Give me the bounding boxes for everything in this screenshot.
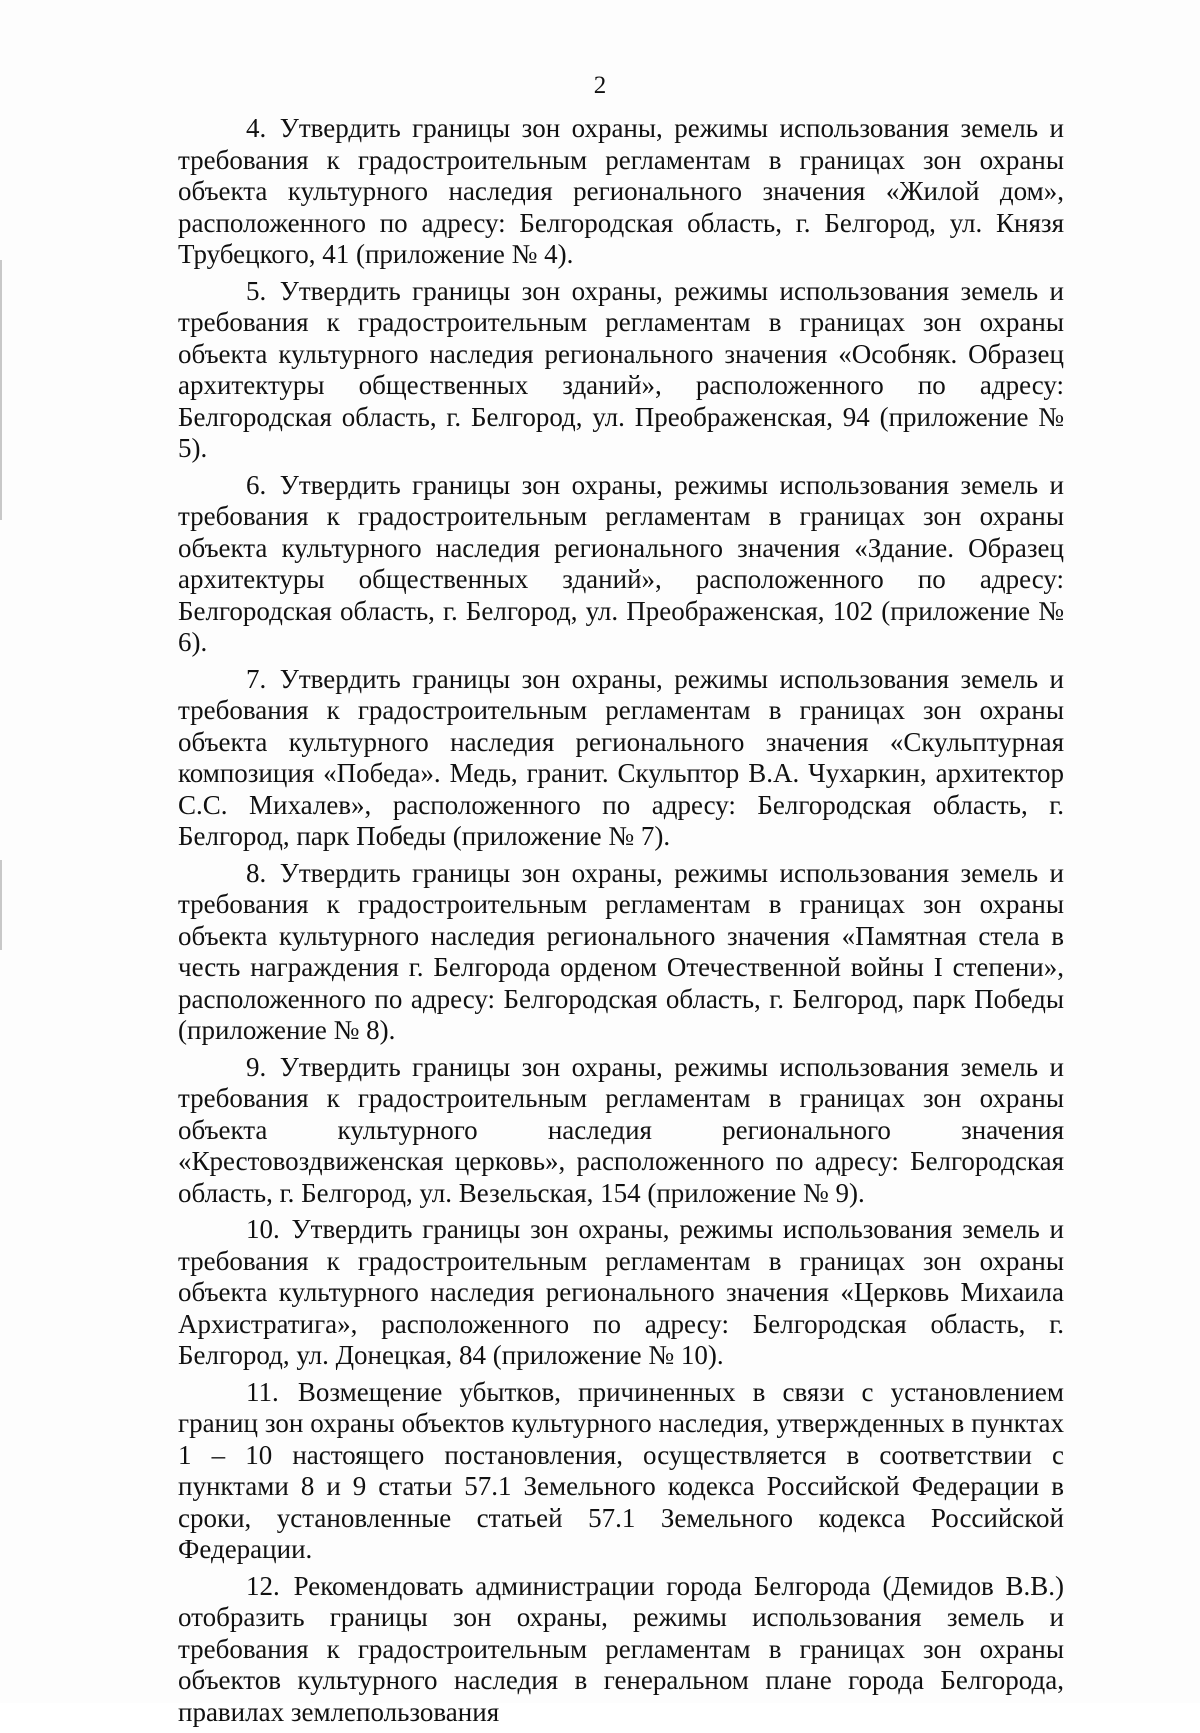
- paragraph-item-12: [178, 1571, 1064, 1729]
- paragraph-number: 7.: [246, 663, 267, 694]
- paragraph-number: 6.: [246, 469, 267, 500]
- paragraph-number: 5.: [246, 275, 267, 306]
- page-number: 2: [593, 72, 607, 99]
- document-body: [178, 113, 1064, 1733]
- paragraph-item-6: [178, 470, 1064, 659]
- paragraph-item-8: [178, 858, 1064, 1047]
- paragraph-text: Рекомендовать администрации города Белгорода (Демидов В.В.) отобразить границы зон охраны, режимы использования земель и требования к градостроительным регламентам в границах зон охраны объектов культурного наследия в генеральном плане города Белгорода, правилах землепользования: [178, 1570, 1064, 1727]
- paragraph-number: 11.: [246, 1376, 279, 1407]
- paragraph-item-11: [178, 1377, 1064, 1566]
- paragraph-text: Утвердить границы зон охраны, режимы использования земель и требования к градостроительным регламентам в границах зон охраны объекта культурного наследия регионального значения «Крестовоздвиженская церковь», расположенного по адресу: Белгородская область, г. Белгород, ул. Везельская, 154 (приложение № 9).: [178, 1051, 1064, 1208]
- paragraph-text: Утвердить границы зон охраны, режимы использования земель и требования к градостроительным регламентам в границах зон охраны объекта культурного наследия регионального значения «Церковь Михаила Архистратига», расположенного по адресу: Белгородская область, г. Белгород, ул. Донецкая, 84 (приложение № 10).: [178, 1214, 1064, 1370]
- paragraph-text: Утвердить границы зон охраны, режимы использования земель и требования к градостроительным регламентам в границах зон охраны объекта культурного наследия регионального значения «Особняк. Образец архитектуры общественных зданий», расположенного по адресу: Белгородская область, г. Белгород, ул. Преображенская, 94 (приложение № 5).: [178, 275, 1064, 463]
- paragraph-item-9: [178, 1052, 1064, 1210]
- paragraph-number: 12.: [246, 1570, 280, 1601]
- paragraph-number: 8.: [246, 857, 267, 888]
- paragraph-item-4: [178, 113, 1064, 271]
- paragraph-number: 9.: [246, 1051, 267, 1082]
- paragraph-text: Утвердить границы зон охраны, режимы использования земель и требования к градостроительным регламентам в границах зон охраны объекта культурного наследия регионального значения «Жилой дом», расположенного по адресу: Белгородская область, г. Белгород, ул. Князя Трубецкого, 41 (приложение № 4).: [178, 113, 1064, 269]
- paragraph-text: Утвердить границы зон охраны, режимы использования земель и требования к градостроительным регламентам в границах зон охраны объекта культурного наследия регионального значения «Скульптурная композиция «Победа». Медь, гранит. Скульптор В.А. Чухаркин, архитектор С.С. Михалев», расположенного по адресу: Белгородская область, г. Белгород, парк Победы (приложение № 7).: [178, 663, 1064, 851]
- paragraph-text: Утвердить границы зон охраны, режимы использования земель и требования к градостроительным регламентам в границах зон охраны объекта культурного наследия регионального значения «Памятная стела в честь награждения г. Белгорода орденом Отечественной войны I степени», расположенного по адресу: Белгородская область, г. Белгород, парк Победы (приложение № 8).: [178, 857, 1064, 1045]
- paragraph-text: Утвердить границы зон охраны, режимы использования земель и требования к градостроительным регламентам в границах зон охраны объекта культурного наследия регионального значения «Здание. Образец архитектуры общественных зданий», расположенного по адресу: Белгородская область, г. Белгород, ул. Преображенская, 102 (приложение № 6).: [178, 469, 1064, 657]
- paragraph-item-5: [178, 276, 1064, 465]
- paragraph-number: 4.: [246, 113, 267, 143]
- paragraph-number: 10.: [246, 1214, 280, 1244]
- paragraph-item-10: [178, 1214, 1064, 1372]
- paragraph-text: Возмещение убытков, причиненных в связи с установлением границ зон охраны объектов культурного наследия, утвержденных в пунктах 1 – 10 настоящего постановления, осуществляется в соответствии с пунктами 8 и 9 статьи 57.1 Земельного кодекса Российской Федерации в сроки, установленные статьей 57.1 Земельного кодекса Российской Федерации.: [178, 1376, 1064, 1564]
- scan-edge-line: [0, 260, 2, 520]
- paragraph-item-7: [178, 664, 1064, 853]
- scan-edge-line: [0, 860, 2, 950]
